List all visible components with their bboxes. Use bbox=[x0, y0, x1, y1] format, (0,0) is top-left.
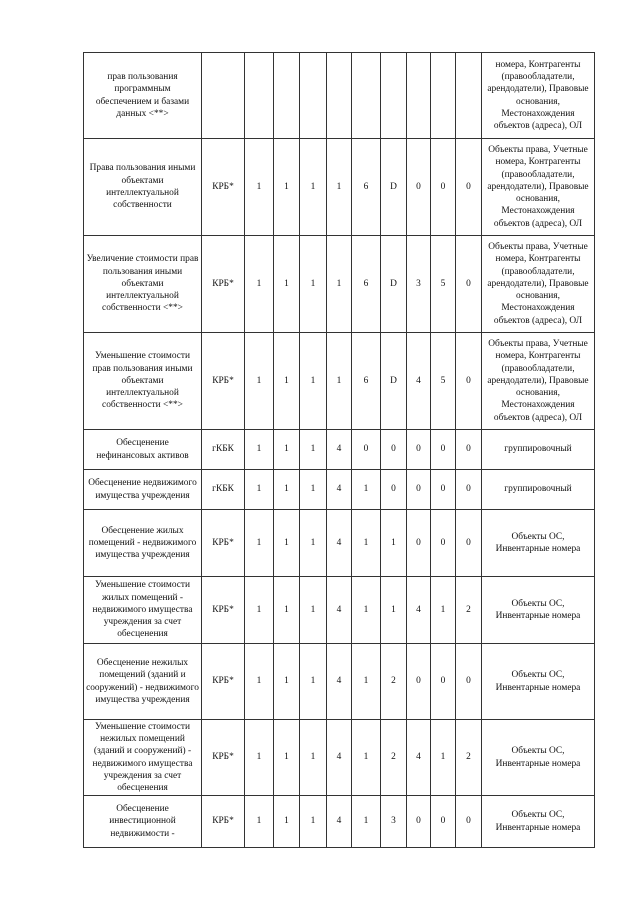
code-digit-cell: 4 bbox=[407, 577, 431, 644]
code-digit-cell: 5 bbox=[431, 333, 456, 430]
code-digit-cell: 1 bbox=[300, 236, 327, 333]
code-digit-cell: 1 bbox=[274, 333, 300, 430]
code-digit-cell bbox=[456, 53, 482, 139]
code-digit-cell: 1 bbox=[274, 236, 300, 333]
account-kind-cell: КРБ* bbox=[202, 796, 245, 848]
account-name-cell: Уменьшение стоимости прав пользования иными объектами интеллектуальной собственности <**> bbox=[84, 333, 202, 430]
code-digit-cell: 0 bbox=[431, 139, 456, 236]
table-row bbox=[84, 236, 595, 333]
code-digit-cell bbox=[431, 53, 456, 139]
account-kind-cell: гКБК bbox=[202, 430, 245, 470]
account-name-cell: Обесценение нежилых помещений (зданий и сооружений) - недвижимого имущества учреждения bbox=[84, 644, 202, 720]
code-digit-cell: 0 bbox=[456, 510, 482, 577]
code-digit-cell: 0 bbox=[431, 510, 456, 577]
account-kind-cell: КРБ* bbox=[202, 510, 245, 577]
code-digit-cell: 1 bbox=[245, 796, 274, 848]
code-digit-cell: 1 bbox=[352, 470, 381, 510]
analytics-cell: Объекты права, Учетные номера, Контрагенты (правообладатели, арендодатели), Правовые основания, Местонахождения объектов (адреса), ОЛ bbox=[482, 333, 595, 430]
code-digit-cell: 2 bbox=[381, 720, 407, 796]
code-digit-cell: 1 bbox=[381, 510, 407, 577]
code-digit-cell: 0 bbox=[456, 796, 482, 848]
code-digit-cell: 1 bbox=[245, 333, 274, 430]
code-digit-cell: 1 bbox=[381, 577, 407, 644]
code-digit-cell: 0 bbox=[407, 644, 431, 720]
analytics-cell: Объекты права, Учетные номера, Контрагенты (правообладатели, арендодатели), Правовые основания, Местонахождения объектов (адреса), ОЛ bbox=[482, 139, 595, 236]
table-row bbox=[84, 430, 595, 470]
code-digit-cell: 1 bbox=[274, 720, 300, 796]
code-digit-cell: 1 bbox=[300, 139, 327, 236]
account-kind-cell: КРБ* bbox=[202, 577, 245, 644]
code-digit-cell: 4 bbox=[327, 510, 352, 577]
table-row bbox=[84, 644, 595, 720]
code-digit-cell: 1 bbox=[245, 430, 274, 470]
code-digit-cell: D bbox=[381, 333, 407, 430]
analytics-cell: Объекты ОС, Инвентарные номера bbox=[482, 720, 595, 796]
code-digit-cell: 1 bbox=[300, 577, 327, 644]
table-row bbox=[84, 139, 595, 236]
code-digit-cell: 0 bbox=[407, 139, 431, 236]
code-digit-cell: 3 bbox=[381, 796, 407, 848]
code-digit-cell: 1 bbox=[352, 720, 381, 796]
analytics-cell: группировочный bbox=[482, 470, 595, 510]
code-digit-cell: 0 bbox=[456, 333, 482, 430]
code-digit-cell: 1 bbox=[274, 796, 300, 848]
code-digit-cell: 0 bbox=[456, 430, 482, 470]
code-digit-cell: 0 bbox=[407, 510, 431, 577]
code-digit-cell: 0 bbox=[407, 430, 431, 470]
code-digit-cell: 0 bbox=[456, 139, 482, 236]
code-digit-cell: 1 bbox=[245, 236, 274, 333]
code-digit-cell: 0 bbox=[431, 470, 456, 510]
code-digit-cell bbox=[327, 53, 352, 139]
code-digit-cell: 0 bbox=[381, 430, 407, 470]
code-digit-cell: 1 bbox=[245, 470, 274, 510]
account-name-cell: Обесценение жилых помещений - недвижимого имущества учреждения bbox=[84, 510, 202, 577]
code-digit-cell: 1 bbox=[300, 333, 327, 430]
account-kind-cell: КРБ* bbox=[202, 644, 245, 720]
account-name-cell: Уменьшение стоимости нежилых помещений (зданий и сооружений) - недвижимого имущества учреждения за счет обесценения bbox=[84, 720, 202, 796]
table-row bbox=[84, 577, 595, 644]
code-digit-cell: 4 bbox=[327, 796, 352, 848]
code-digit-cell: 0 bbox=[431, 796, 456, 848]
code-digit-cell: 4 bbox=[327, 430, 352, 470]
account-kind-cell: КРБ* bbox=[202, 333, 245, 430]
code-digit-cell: 1 bbox=[245, 577, 274, 644]
code-digit-cell bbox=[274, 53, 300, 139]
code-digit-cell: 4 bbox=[327, 720, 352, 796]
analytics-cell: Объекты ОС, Инвентарные номера bbox=[482, 510, 595, 577]
code-digit-cell: 1 bbox=[327, 333, 352, 430]
analytics-cell: номера, Контрагенты (правообладатели, арендодатели), Правовые основания, Местонахождения объектов (адреса), ОЛ bbox=[482, 53, 595, 139]
accounts-table bbox=[83, 52, 595, 848]
code-digit-cell: 1 bbox=[300, 796, 327, 848]
account-name-cell: Обесценение инвестиционной недвижимости - bbox=[84, 796, 202, 848]
code-digit-cell: 1 bbox=[352, 577, 381, 644]
code-digit-cell: 1 bbox=[431, 577, 456, 644]
code-digit-cell: 1 bbox=[352, 796, 381, 848]
code-digit-cell: 1 bbox=[274, 510, 300, 577]
code-digit-cell: 2 bbox=[456, 720, 482, 796]
code-digit-cell: 4 bbox=[327, 470, 352, 510]
code-digit-cell: 0 bbox=[381, 470, 407, 510]
code-digit-cell: 1 bbox=[274, 644, 300, 720]
code-digit-cell: 0 bbox=[456, 470, 482, 510]
code-digit-cell: 1 bbox=[274, 139, 300, 236]
code-digit-cell: 0 bbox=[352, 430, 381, 470]
table-row bbox=[84, 510, 595, 577]
code-digit-cell bbox=[381, 53, 407, 139]
account-name-cell: прав пользования программным обеспечением и базами данных <**> bbox=[84, 53, 202, 139]
account-kind-cell: КРБ* bbox=[202, 236, 245, 333]
code-digit-cell: 1 bbox=[431, 720, 456, 796]
code-digit-cell: 2 bbox=[456, 577, 482, 644]
code-digit-cell: 1 bbox=[300, 430, 327, 470]
code-digit-cell: 4 bbox=[407, 333, 431, 430]
code-digit-cell: 1 bbox=[300, 510, 327, 577]
account-name-cell: Обесценение недвижимого имущества учреждения bbox=[84, 470, 202, 510]
account-name-cell: Обесценение нефинансовых активов bbox=[84, 430, 202, 470]
code-digit-cell bbox=[352, 53, 381, 139]
code-digit-cell: 1 bbox=[300, 470, 327, 510]
code-digit-cell: 1 bbox=[245, 139, 274, 236]
code-digit-cell: 4 bbox=[327, 577, 352, 644]
table-row bbox=[84, 720, 595, 796]
account-name-cell: Права пользования иными объектами интеллектуальной собственности bbox=[84, 139, 202, 236]
code-digit-cell: 0 bbox=[407, 796, 431, 848]
code-digit-cell: 3 bbox=[407, 236, 431, 333]
code-digit-cell: 6 bbox=[352, 139, 381, 236]
analytics-cell: Объекты права, Учетные номера, Контрагенты (правообладатели, арендодатели), Правовые основания, Местонахождения объектов (адреса), ОЛ bbox=[482, 236, 595, 333]
code-digit-cell: D bbox=[381, 236, 407, 333]
table-row bbox=[84, 470, 595, 510]
table-row bbox=[84, 53, 595, 139]
code-digit-cell: 4 bbox=[407, 720, 431, 796]
code-digit-cell: 1 bbox=[274, 430, 300, 470]
account-kind-cell: гКБК bbox=[202, 470, 245, 510]
code-digit-cell: 6 bbox=[352, 333, 381, 430]
code-digit-cell: 1 bbox=[274, 470, 300, 510]
analytics-cell: Объекты ОС, Инвентарные номера bbox=[482, 577, 595, 644]
code-digit-cell: 1 bbox=[245, 510, 274, 577]
account-name-cell: Уменьшение стоимости жилых помещений - недвижимого имущества учреждения за счет обесценения bbox=[84, 577, 202, 644]
code-digit-cell: 0 bbox=[431, 430, 456, 470]
code-digit-cell: 1 bbox=[352, 510, 381, 577]
code-digit-cell: 2 bbox=[381, 644, 407, 720]
code-digit-cell: 1 bbox=[352, 644, 381, 720]
code-digit-cell: 1 bbox=[245, 720, 274, 796]
code-digit-cell: 1 bbox=[245, 644, 274, 720]
code-digit-cell: 0 bbox=[407, 470, 431, 510]
code-digit-cell: 1 bbox=[300, 720, 327, 796]
code-digit-cell: D bbox=[381, 139, 407, 236]
account-kind-cell bbox=[202, 53, 245, 139]
code-digit-cell: 1 bbox=[327, 139, 352, 236]
code-digit-cell: 1 bbox=[327, 236, 352, 333]
account-kind-cell: КРБ* bbox=[202, 139, 245, 236]
code-digit-cell bbox=[407, 53, 431, 139]
code-digit-cell bbox=[300, 53, 327, 139]
code-digit-cell: 0 bbox=[431, 644, 456, 720]
analytics-cell: Объекты ОС, Инвентарные номера bbox=[482, 796, 595, 848]
code-digit-cell: 5 bbox=[431, 236, 456, 333]
code-digit-cell: 1 bbox=[274, 577, 300, 644]
table-row bbox=[84, 333, 595, 430]
code-digit-cell: 0 bbox=[456, 236, 482, 333]
code-digit-cell: 1 bbox=[300, 644, 327, 720]
account-kind-cell: КРБ* bbox=[202, 720, 245, 796]
analytics-cell: группировочный bbox=[482, 430, 595, 470]
account-name-cell: Увеличение стоимости прав пользования иными объектами интеллектуальной собственности <**> bbox=[84, 236, 202, 333]
code-digit-cell: 0 bbox=[456, 644, 482, 720]
code-digit-cell bbox=[245, 53, 274, 139]
code-digit-cell: 4 bbox=[327, 644, 352, 720]
table-row bbox=[84, 796, 595, 848]
analytics-cell: Объекты ОС, Инвентарные номера bbox=[482, 644, 595, 720]
code-digit-cell: 6 bbox=[352, 236, 381, 333]
